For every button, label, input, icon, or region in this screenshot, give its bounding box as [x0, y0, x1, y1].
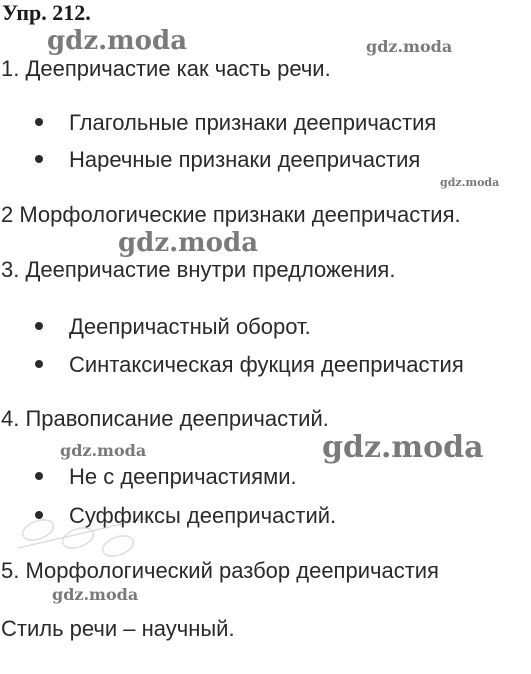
outline-item-4: 4. Правописание деепричастий. [1, 406, 329, 431]
style-line: Стиль речи – научный. [1, 616, 235, 641]
outline-item-5: 5. Морфологический разбор деепричастия [1, 558, 439, 583]
bullet-item [35, 109, 436, 137]
outline-item-2: 2 Морфологические признаки деепричастия. [1, 202, 461, 227]
bullet-dot-icon [35, 472, 43, 480]
watermark: gdz.moda [47, 26, 188, 56]
exercise-title: Упр. 212. [2, 0, 91, 25]
bullet-dot-icon [35, 155, 43, 163]
outline-item-1: 1. Деепричастие как часть речи. [1, 56, 331, 81]
bullet-text: Суффиксы деепричастий. [69, 503, 337, 528]
bullet-dot-icon [35, 118, 43, 126]
bullet-item [35, 463, 297, 491]
bullet-text: Глагольные признаки деепричастия [69, 110, 437, 135]
watermark: gdz.moda [60, 441, 147, 460]
bullet-item [35, 146, 420, 174]
bullet-text: Не с деепричастиями. [69, 464, 297, 489]
bullet-item [35, 351, 464, 379]
bullet-text: Деепричастный оборот. [69, 314, 311, 339]
watermark: gdz.moda [366, 37, 453, 56]
bullet-dot-icon [35, 322, 43, 330]
bullet-dot-icon [35, 511, 43, 519]
watermark: gdz.moda [52, 585, 139, 604]
bullet-item [35, 313, 311, 341]
watermark: gdz.moda [118, 228, 259, 258]
outline-item-3: 3. Деепричастие внутри предложения. [1, 257, 396, 282]
bullet-text: Наречные признаки деепричастия [69, 147, 421, 172]
bullet-dot-icon [35, 360, 43, 368]
bullet-item [35, 502, 336, 530]
watermark: gdz.moda [322, 430, 484, 465]
watermark: gdz.moda [440, 176, 500, 189]
bullet-text: Синтаксическая фукция деепричастия [69, 352, 464, 377]
